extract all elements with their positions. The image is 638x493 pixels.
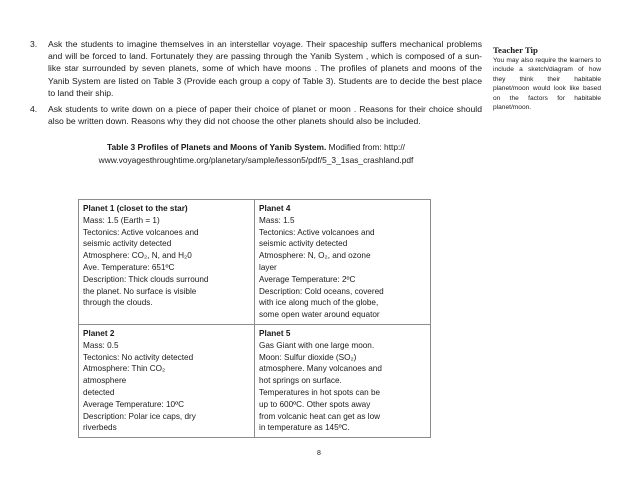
table-caption-title: Table 3 Profiles of Planets and Moons of Yanib System.	[106, 142, 327, 153]
planet-cell-planet-1	[79, 200, 255, 325]
planet-detail: Tectonics: Active volcanoes and	[83, 227, 199, 237]
planet-cell-planet-5	[255, 324, 431, 437]
planet-detail: Mass: 1.5 (Earth = 1)	[83, 215, 160, 225]
planet-detail: Tectonics: No activity detected	[83, 352, 194, 362]
instruction-number: 3.	[30, 39, 38, 49]
teacher-tip-body: You may also require the learners to include a sketch/diagram of how they think their habitable planet/moon would look like based on the factors for habitable planet/moon.	[493, 57, 601, 112]
planet-detail: Description: Polar ice caps, dry	[83, 411, 196, 421]
planet-detail: Mass: 1.5	[259, 215, 295, 225]
planet-detail: the planet. No surface is visible	[83, 286, 197, 296]
planet-profiles-table	[78, 199, 431, 438]
planet-detail: Average Temperature: 2ºC	[259, 274, 356, 284]
teacher-tip	[493, 44, 601, 112]
table-row	[79, 324, 431, 437]
planet-name: Planet 4	[259, 204, 291, 213]
planet-detail: Ave. Temperature: 651ºC	[83, 262, 175, 272]
instruction-text: Ask the students to imagine themselves in an interstellar voyage. Their spaceship suffers mechanical problems and will be forced to land. Fortunately they are passing through the Yanib System , which is composed of a sun-like star surrounded by seven planets, some of which have moons . The profiles of planets and moons of the Yanib System are listed on Table 3 (Provide each group a copy of Table 3). Students are to decide the best place to land their ship.	[48, 39, 482, 98]
table-row	[79, 200, 431, 325]
planet-detail: atmosphere	[83, 376, 127, 386]
instruction-text: Ask students to write down on a piece of paper their choice of planet or moon . Reasons for their choice should also be written down. Reasons why they did not choose the other planets should also be included.	[48, 104, 482, 127]
planet-detail: hot springs on surface.	[259, 376, 342, 386]
planet-detail: Average Temperature: 10ºC	[83, 399, 184, 409]
planet-detail: seismic activity detected	[259, 239, 348, 249]
instruction-item-3	[30, 38, 482, 99]
instruction-item-4	[30, 103, 482, 127]
planet-detail: Description: Thick clouds surround	[83, 274, 209, 284]
planet-name: Planet 5	[259, 328, 291, 338]
planet-detail: detected	[83, 387, 115, 397]
planet-detail: atmosphere. Many volcanoes and	[259, 364, 382, 374]
planet-detail: Atmosphere: CO₂, N, and H₂0	[83, 251, 192, 261]
planet-detail: from volcanic heat can get as low	[259, 411, 381, 421]
table-caption-modified: Modified from: http://	[326, 142, 406, 153]
planet-detail: Tectonics: Active volcanoes and	[259, 227, 375, 237]
instruction-number: 4.	[30, 104, 38, 115]
planet-detail: Temperatures in hot spots can be	[259, 387, 381, 397]
planet-detail: layer	[259, 262, 277, 272]
table-caption	[30, 141, 482, 166]
page-number: 8	[317, 450, 321, 457]
main-content	[30, 38, 482, 167]
planet-detail: Atmosphere: N, O₂, and ozone	[259, 251, 371, 261]
planet-name: Planet 1 (closet to the star)	[83, 204, 188, 213]
planet-detail: with ice along much of the globe,	[259, 298, 379, 308]
planet-detail: through the clouds.	[83, 298, 153, 308]
planet-detail: Atmosphere: Thin CO₂	[83, 364, 166, 374]
table-caption-source: www.voyagesthroughtime.org/planetary/sample/lesson5/pdf/5_3_1sas_crashland.pdf	[98, 155, 414, 166]
planet-cell-planet-4	[255, 200, 431, 325]
planet-detail: Mass: 0.5	[83, 340, 119, 350]
planet-name: Planet 2	[83, 328, 115, 338]
planet-detail: some open water around equator	[259, 310, 380, 320]
planet-detail: Description: Cold oceans, covered	[259, 286, 384, 296]
planet-detail: seismic activity detected	[83, 239, 172, 249]
planet-detail: riverbeds	[83, 423, 117, 433]
planet-detail: Gas Giant with one large moon.	[259, 340, 375, 350]
planet-detail: Moon: Sulfur dioxide (SO₂)	[259, 352, 357, 362]
teacher-tip-title: Teacher Tip	[493, 45, 538, 55]
planet-cell-planet-2	[79, 324, 255, 437]
planet-detail: up to 600ºC. Other spots away	[259, 399, 371, 409]
planet-detail: in temperature as 145ºC.	[259, 423, 350, 433]
